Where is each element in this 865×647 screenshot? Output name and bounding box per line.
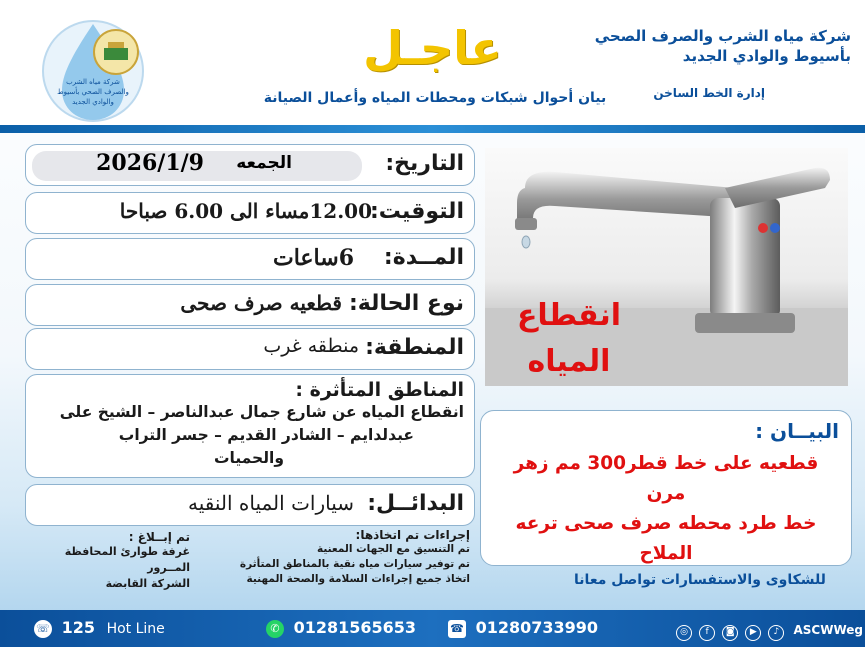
complaints-contact: للشكاوى والاستفسارات تواصل معانا: [574, 572, 826, 588]
cutoff-line-2: المياه: [527, 344, 611, 379]
notified-parties: [14, 530, 190, 592]
time-value: 12.00مساء الى 6.00 صباحا: [119, 199, 372, 223]
whatsapp-number: 01281565653: [293, 618, 417, 637]
social-handle: ASCWWeg: [793, 623, 863, 637]
faucet-photo: [485, 148, 848, 386]
time-label: التوقيت:: [369, 199, 464, 224]
date-value: 2026/1/9: [96, 150, 204, 176]
region-label: المنطقة:: [365, 335, 464, 360]
company-name-line1: شركة مياه الشرب والصرف الصحي: [594, 27, 851, 45]
date-box: [32, 151, 362, 181]
affected-line-1: انقطاع المياه عن شارع جمال عبدالناصر – الشيخ على: [59, 403, 464, 421]
actions-taken: [200, 528, 470, 587]
hotline[interactable]: [34, 618, 165, 638]
department-name: إدارة الخط الساخن: [653, 86, 765, 100]
region-row: [25, 328, 475, 370]
statement-box: [480, 410, 852, 566]
affected-areas: [25, 374, 475, 478]
logo-text-2: والصرف الصحي بأسيوط: [57, 88, 129, 96]
notify-item: الشركة القابضة: [105, 577, 190, 590]
hotline-label: Hot Line: [106, 621, 165, 637]
instagram-icon[interactable]: ◙: [722, 625, 738, 641]
header-divider: [0, 125, 865, 133]
tiktok-icon[interactable]: ♪: [768, 625, 784, 641]
action-item: تم توفير سيارات مياه نقية بالمناطق المتأثرة: [239, 558, 470, 570]
actions-title: إجراءات تم اتخاذها:: [355, 528, 470, 542]
whatsapp-contact[interactable]: [266, 618, 416, 638]
logo-text-3: والوادي الجديد: [72, 98, 114, 106]
urgent-title: عاجـل: [363, 21, 502, 75]
alternatives-value: سيارات المياه النقيه: [187, 491, 354, 515]
alternatives-label: البدائــل:: [367, 491, 464, 516]
info-panel: [5, 138, 475, 528]
date-label: التاريخ:: [385, 151, 464, 176]
date-day: الجمعه: [236, 153, 292, 173]
notify-title: تم إبــلاغ :: [128, 530, 190, 544]
alternatives-row: [25, 484, 475, 526]
notify-item: المــرور: [147, 561, 190, 574]
notify-item: غرفة طوارئ المحافظة: [64, 545, 190, 558]
duration-row: [25, 238, 475, 280]
water-cutoff-caption: [505, 293, 633, 385]
phone-number: 01280733990: [475, 618, 599, 637]
phone-icon: ☎: [448, 620, 466, 638]
company-name-line2: بأسيوط والوادي الجديد: [682, 47, 851, 65]
duration-value: 6ساعات: [273, 245, 354, 271]
case-type-value: قطعيه صرف صحى: [180, 291, 342, 315]
social-links: [676, 619, 865, 641]
action-item: تم التنسيق مع الجهات المعنية: [316, 543, 470, 555]
statement-text: [493, 449, 839, 569]
time-row: [25, 192, 475, 234]
statement-line-1: قطعيه على خط قطر300 مم زهر مرن: [513, 453, 819, 504]
affected-line-3: والحميات: [213, 449, 284, 467]
company-logo: [40, 18, 146, 124]
case-type-row: [25, 284, 475, 326]
bulletin-subtitle: بيان أحوال شبكات ومحطات المياه وأعمال الصيانة: [263, 90, 607, 106]
youtube-icon[interactable]: ▶: [745, 625, 761, 641]
phone-chat-icon: ☏: [34, 620, 52, 638]
whatsapp-icon: ✆: [266, 620, 284, 638]
date-row: [25, 144, 475, 186]
hotline-number: 125: [61, 618, 95, 637]
phone-contact[interactable]: [448, 618, 598, 638]
logo-text-1: شركة مياه الشرب: [66, 78, 120, 86]
case-type-label: نوع الحالة:: [348, 291, 464, 316]
footer-bar: [0, 610, 865, 647]
facebook-icon[interactable]: f: [699, 625, 715, 641]
action-item: اتخاذ جميع إجراءات السلامة والصحة المهنية: [246, 573, 470, 585]
cutoff-line-1: انقطاع: [516, 298, 622, 333]
statement-line-3: الملاح: [639, 543, 693, 564]
statement-label: البيــان :: [755, 419, 839, 443]
statement-line-2: خط طرد محطه صرف صحى ترعه: [515, 513, 817, 534]
duration-label: المــدة:: [383, 245, 464, 270]
region-value: منطقه غرب: [263, 335, 359, 357]
company-name: [581, 26, 851, 66]
header: [0, 0, 865, 125]
affected-label: المناطق المتأثرة :: [295, 379, 464, 401]
web-icon[interactable]: ◎: [676, 625, 692, 641]
affected-line-2: عبدلدايم – الشادر القديم – جسر التراب: [118, 426, 414, 444]
